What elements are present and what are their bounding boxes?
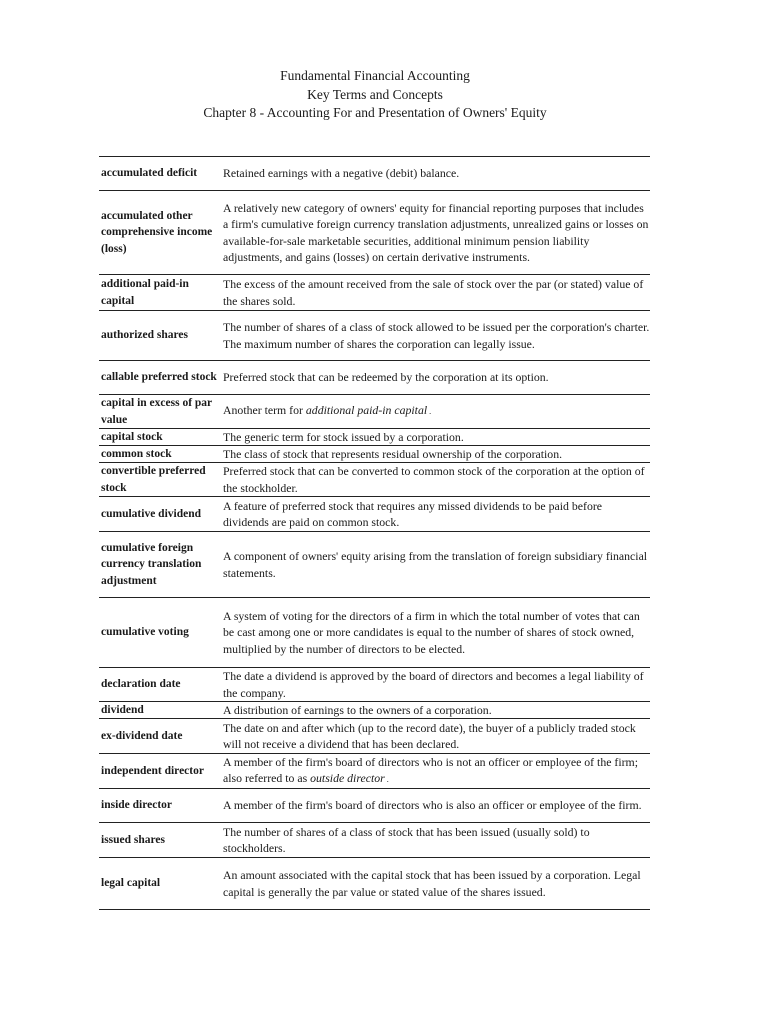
book-title: Fundamental Financial Accounting (280, 68, 470, 83)
glossary-row (99, 429, 650, 446)
term: capital in excess of par value (101, 397, 212, 426)
definition: Preferred stock that can be redeemed by the corporation at its option. (223, 370, 549, 385)
definition (222, 754, 650, 789)
glossary-row (99, 191, 650, 275)
glossary-row (99, 823, 650, 858)
definition-text: A member of the firm's board of directors who is not an officer or employee of the firm; also referred to as (223, 754, 639, 785)
definition (222, 402, 650, 421)
cross-reference: outside director (310, 771, 385, 785)
definition: An amount associated with the capital stock that has been issued by a corporation. Legal capital is generally the par value or stated value of the shares issued. (223, 868, 641, 899)
glossary-row (99, 719, 650, 754)
term: legal capital (101, 877, 161, 890)
glossary-row (99, 702, 650, 719)
term: authorized shares (101, 329, 188, 342)
glossary-row (99, 532, 650, 598)
term: cumulative dividend (101, 507, 202, 520)
definition-suffix: . (427, 407, 432, 417)
term: accumulated other comprehensive income (loss) (101, 209, 213, 255)
term: convertible preferred stock (101, 465, 206, 494)
definition: The excess of the amount received from the sale of stock over the par (or stated) value of the shares sold. (223, 277, 644, 308)
definition: The class of stock that represents residual ownership of the corporation. (223, 446, 563, 461)
term: callable preferred stock (101, 371, 217, 384)
term: declaration date (101, 678, 181, 691)
definition: The number of shares of a class of stock allowed to be issued per the corporation's charter. The maximum number of shares the corporation can legally issue. (223, 320, 650, 351)
term: independent director (101, 764, 204, 777)
term: dividend (101, 703, 144, 716)
glossary-row (99, 754, 650, 789)
definition: A distribution of earnings to the owners of a corporation. (223, 702, 492, 717)
glossary-table (99, 156, 650, 910)
term: accumulated deficit (101, 167, 198, 180)
glossary-row (99, 361, 650, 395)
definition: The generic term for stock issued by a corporation. (223, 429, 464, 444)
definition: Preferred stock that can be converted to common stock of the corporation at the option of the stockholder. (223, 464, 645, 495)
glossary-row (99, 311, 650, 361)
definition: A relatively new category of owners' equity for financial reporting purposes that includes a firm's cumulative foreign currency translation adjustments, unrealized gains or losses on available-for-sale marketable securities, additional minimum pension liability adjustments, and gains (losses) on certain derivative instruments. (223, 200, 649, 264)
definition: A member of the firm's board of directors who is also an officer or employee of the firm. (223, 798, 642, 813)
term: cumulative voting (101, 626, 189, 639)
definition: Retained earnings with a negative (debit) balance. (223, 166, 460, 181)
section-title: Key Terms and Concepts (307, 86, 443, 102)
definition: The date a dividend is approved by the board of directors and becomes a legal liability of the company. (223, 669, 644, 700)
glossary-row (99, 497, 650, 532)
glossary-row (99, 395, 650, 429)
definition: The number of shares of a class of stock that has been issued (usually sold) to stockholders. (223, 824, 590, 855)
definition: A feature of preferred stock that requires any missed dividends to be paid before dividends are paid on common stock. (223, 498, 603, 529)
definition-text: Another term for (223, 403, 306, 418)
term: ex-dividend date (101, 729, 183, 742)
term: inside director (101, 799, 173, 812)
glossary-row (99, 858, 650, 910)
glossary-row (99, 275, 650, 311)
cross-reference: additional paid-in capital (305, 403, 428, 418)
term: additional paid-in capital (101, 278, 189, 307)
glossary-row (99, 668, 650, 702)
chapter-title: Chapter 8 - Accounting For and Presentation of Owners' Equity (203, 105, 547, 120)
glossary-row (99, 157, 650, 191)
glossary-row (99, 598, 650, 668)
term: common stock (101, 447, 172, 460)
definition-suffix: . (384, 775, 389, 784)
glossary-row (99, 463, 650, 497)
term: issued shares (101, 833, 166, 846)
term: capital stock (101, 430, 163, 443)
glossary-row (99, 789, 650, 823)
term: cumulative foreign currency translation adjustment (101, 541, 202, 587)
definition: A system of voting for the directors of a firm in which the total number of votes that can be cast among one or more candidates is equal to the number of shares of stock owned, multiplied by the number of directors to be elected. (223, 608, 640, 656)
definition: A component of owners' equity arising from the translation of foreign subsidiary financial statements. (223, 549, 648, 580)
definition: The date on and after which (up to the record date), the buyer of a publicly traded stock will not receive a dividend that has been declared. (223, 720, 636, 751)
glossary-row (99, 446, 650, 463)
page-header (0, 67, 750, 123)
